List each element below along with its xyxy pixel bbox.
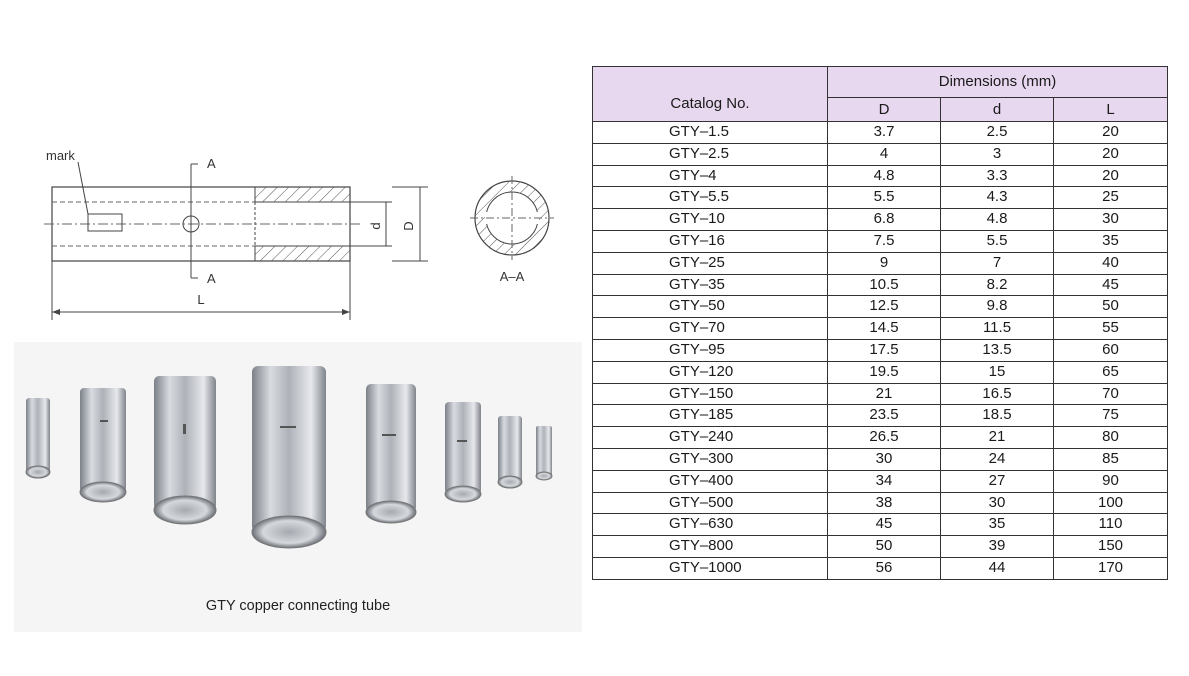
length-cell: 35 <box>1054 230 1168 252</box>
inner-dia-cell: 27 <box>941 470 1054 492</box>
tube-photo-6 <box>445 402 481 502</box>
table-row <box>593 165 1168 187</box>
catalog-cell: GTY–150 <box>593 383 828 405</box>
inner-dia-label: d <box>368 222 383 230</box>
table-row <box>593 296 1168 318</box>
length-cell: 60 <box>1054 339 1168 361</box>
inner-dia-cell: 18.5 <box>941 405 1054 427</box>
inner-dia-cell: 8.2 <box>941 274 1054 296</box>
length-cell: 45 <box>1054 274 1168 296</box>
table-row <box>593 143 1168 165</box>
inner-dia-cell: 2.5 <box>941 122 1054 144</box>
dimensions-header: Dimensions (mm) <box>828 67 1168 98</box>
length-cell: 90 <box>1054 470 1168 492</box>
product-photo <box>14 342 582 632</box>
catalog-cell: GTY–1000 <box>593 557 828 579</box>
outer-dia-cell: 6.8 <box>828 209 941 231</box>
table-row <box>593 187 1168 209</box>
catalog-cell: GTY–50 <box>593 296 828 318</box>
inner-dia-cell: 3.3 <box>941 165 1054 187</box>
inner-dia-cell: 24 <box>941 448 1054 470</box>
outer-dia-cell: 10.5 <box>828 274 941 296</box>
catalog-cell: GTY–2.5 <box>593 143 828 165</box>
tube-photo-3 <box>154 376 216 524</box>
outer-dia-cell: 7.5 <box>828 230 941 252</box>
table-row <box>593 122 1168 144</box>
length-cell: 85 <box>1054 448 1168 470</box>
outer-dia-cell: 3.7 <box>828 122 941 144</box>
table-row <box>593 274 1168 296</box>
outer-dia-cell: 26.5 <box>828 427 941 449</box>
outer-dia-cell: 50 <box>828 536 941 558</box>
catalog-cell: GTY–500 <box>593 492 828 514</box>
table-row <box>593 492 1168 514</box>
inner-dia-cell: 4.8 <box>941 209 1054 231</box>
catalog-cell: GTY–70 <box>593 318 828 340</box>
catalog-cell: GTY–300 <box>593 448 828 470</box>
catalog-cell: GTY–35 <box>593 274 828 296</box>
outer-dia-cell: 14.5 <box>828 318 941 340</box>
outer-dia-cell: 5.5 <box>828 187 941 209</box>
outer-dia-label: D <box>401 221 416 231</box>
section-view-label: A–A <box>499 269 525 284</box>
length-cell: 30 <box>1054 209 1168 231</box>
table-row <box>593 470 1168 492</box>
table-row <box>593 448 1168 470</box>
inner-dia-cell: 9.8 <box>941 296 1054 318</box>
outer-dia-cell: 12.5 <box>828 296 941 318</box>
table-row <box>593 383 1168 405</box>
outer-dia-cell: 45 <box>828 514 941 536</box>
tube-photo-2 <box>80 388 126 502</box>
inner-dia-cell: 39 <box>941 536 1054 558</box>
inner-dia-cell: 15 <box>941 361 1054 383</box>
table-row <box>593 536 1168 558</box>
catalog-cell: GTY–240 <box>593 427 828 449</box>
section-label-top: A <box>207 156 216 171</box>
length-cell: 20 <box>1054 143 1168 165</box>
technical-drawing <box>30 140 570 330</box>
length-cell: 20 <box>1054 165 1168 187</box>
catalog-cell: GTY–16 <box>593 230 828 252</box>
dimensions-table <box>592 66 1168 580</box>
table-row <box>593 361 1168 383</box>
catalog-cell: GTY–95 <box>593 339 828 361</box>
outer-dia-cell: 21 <box>828 383 941 405</box>
mark-rect <box>88 214 122 231</box>
length-cell: 110 <box>1054 514 1168 536</box>
inner-dia-cell: 11.5 <box>941 318 1054 340</box>
inner-dia-cell: 21 <box>941 427 1054 449</box>
outer-dia-cell: 34 <box>828 470 941 492</box>
outer-dia-cell: 56 <box>828 557 941 579</box>
tube-photo-7 <box>498 416 522 488</box>
inner-dia-cell: 44 <box>941 557 1054 579</box>
length-cell: 170 <box>1054 557 1168 579</box>
outer-dia-cell: 30 <box>828 448 941 470</box>
inner-dia-cell: 35 <box>941 514 1054 536</box>
outer-dia-cell: 4 <box>828 143 941 165</box>
table-row <box>593 318 1168 340</box>
inner-dia-cell: 30 <box>941 492 1054 514</box>
catalog-cell: GTY–4 <box>593 165 828 187</box>
inner-dia-cell: 3 <box>941 143 1054 165</box>
col-d-header: d <box>941 98 1054 122</box>
catalog-cell: GTY–10 <box>593 209 828 231</box>
table-row <box>593 514 1168 536</box>
catalog-cell: GTY–630 <box>593 514 828 536</box>
length-cell: 65 <box>1054 361 1168 383</box>
length-cell: 20 <box>1054 122 1168 144</box>
table-row <box>593 209 1168 231</box>
inner-dia-cell: 7 <box>941 252 1054 274</box>
length-cell: 100 <box>1054 492 1168 514</box>
col-D-header: D <box>828 98 941 122</box>
length-cell: 70 <box>1054 383 1168 405</box>
outer-dia-cell: 4.8 <box>828 165 941 187</box>
catalog-cell: GTY–185 <box>593 405 828 427</box>
outer-dia-cell: 38 <box>828 492 941 514</box>
table-row <box>593 339 1168 361</box>
length-label: L <box>197 292 205 307</box>
length-cell: 80 <box>1054 427 1168 449</box>
catalog-cell: GTY–1.5 <box>593 122 828 144</box>
catalog-cell: GTY–25 <box>593 252 828 274</box>
table-row <box>593 557 1168 579</box>
mark-label: mark <box>46 148 75 163</box>
tube-photo-1 <box>26 398 50 478</box>
catalog-cell: GTY–120 <box>593 361 828 383</box>
catalog-cell: GTY–5.5 <box>593 187 828 209</box>
table-row <box>593 427 1168 449</box>
section-label-bottom: A <box>207 271 216 286</box>
inner-dia-cell: 4.3 <box>941 187 1054 209</box>
inner-dia-cell: 5.5 <box>941 230 1054 252</box>
catalog-header: Catalog No. <box>593 67 828 122</box>
inner-dia-cell: 13.5 <box>941 339 1054 361</box>
table-row <box>593 405 1168 427</box>
inner-dia-cell: 16.5 <box>941 383 1054 405</box>
tube-photo-4 <box>252 366 326 548</box>
table-row <box>593 252 1168 274</box>
catalog-cell: GTY–800 <box>593 536 828 558</box>
length-cell: 75 <box>1054 405 1168 427</box>
tube-photo-8 <box>536 426 552 480</box>
tube-photo-5 <box>366 384 416 523</box>
col-L-header: L <box>1054 98 1168 122</box>
length-cell: 25 <box>1054 187 1168 209</box>
length-cell: 150 <box>1054 536 1168 558</box>
table-row <box>593 230 1168 252</box>
outer-dia-cell: 17.5 <box>828 339 941 361</box>
length-cell: 55 <box>1054 318 1168 340</box>
length-cell: 40 <box>1054 252 1168 274</box>
length-cell: 50 <box>1054 296 1168 318</box>
photo-caption: GTY copper connecting tube <box>205 598 391 614</box>
outer-dia-cell: 9 <box>828 252 941 274</box>
outer-dia-cell: 23.5 <box>828 405 941 427</box>
catalog-cell: GTY–400 <box>593 470 828 492</box>
outer-dia-cell: 19.5 <box>828 361 941 383</box>
